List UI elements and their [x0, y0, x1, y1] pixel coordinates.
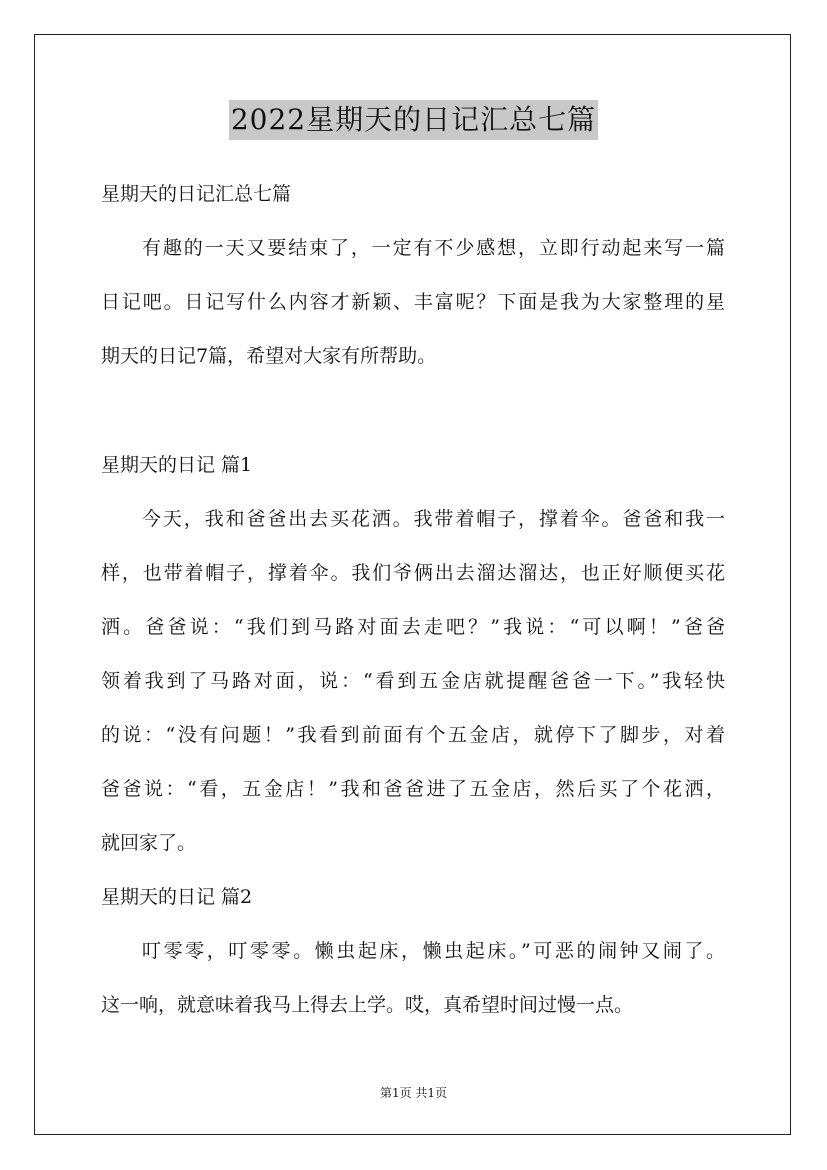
paragraph-line: 领着我到了马路对面，说：“看到五金店就提醒爸爸一下。”我轻快 [101, 670, 725, 692]
paragraph-line: 叮零零，叮零零。懒虫起床，懒虫起床。”可恶的闹钟又闹了。 [142, 940, 725, 962]
paragraph-line: 的说：“没有问题！”我看到前面有个五金店，就停下了脚步，对着 [101, 724, 725, 746]
page-footer: 第1页 共1页 [379, 1086, 448, 1100]
paragraph-line: 这一响，就意味着我马上得去上学。哎，真希望时间过慢一点。 [101, 994, 634, 1016]
paragraph-line: 爸爸说：“看，五金店！”我和爸爸进了五金店，然后买了个花洒， [101, 778, 725, 800]
intro-line: 有趣的一天又要结束了，一定有不少感想，立即行动起来写一篇 [142, 237, 725, 259]
paragraph-line: 今天，我和爸爸出去买花洒。我带着帽子，撑着伞。爸爸和我一 [142, 508, 725, 530]
document-title-text: 2022星期天的日记汇总七篇 [229, 100, 598, 140]
document-subtitle: 星期天的日记汇总七篇 [101, 183, 292, 205]
paragraph-line: 洒。爸爸说：“我们到马路对面去走吧？”我说：“可以啊！”爸爸 [101, 616, 725, 638]
paragraph-line: 就回家了。 [101, 832, 197, 854]
document-title [0, 100, 827, 140]
paragraph-line: 样，也带着帽子，撑着伞。我们爷俩出去溜达溜达，也正好顺便买花 [101, 562, 725, 584]
section-heading: 星期天的日记 篇1 [101, 454, 253, 476]
intro-line: 期天的日记7篇，希望对大家有所帮助。 [101, 345, 437, 367]
intro-line: 日记吧。日记写什么内容才新颖、丰富呢？下面是我为大家整理的星 [101, 291, 725, 313]
section-heading: 星期天的日记 篇2 [101, 886, 253, 908]
